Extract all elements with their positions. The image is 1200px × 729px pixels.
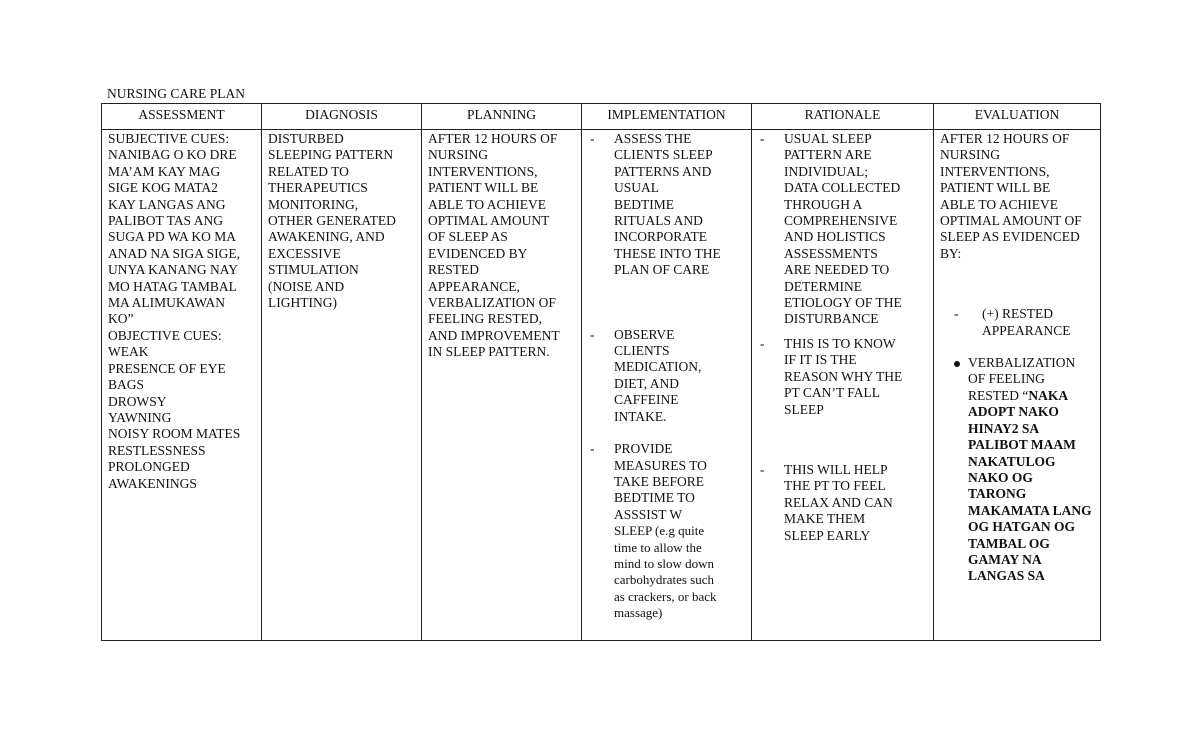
evaluation-quote-line: NAKO OG	[968, 469, 1033, 485]
diagnosis-cell	[262, 130, 422, 641]
planning-line: ABLE TO ACHIEVE	[428, 196, 546, 212]
evaluation-line: BY:	[940, 245, 962, 261]
planning-line: NURSING	[428, 147, 489, 163]
implementation-item-provide	[588, 441, 745, 621]
rationale-line: DISTURBANCE	[784, 311, 879, 327]
evaluation-quote-bold: NAKA	[1028, 387, 1069, 403]
implementation-line: DIET, AND	[614, 375, 679, 391]
implementation-line: MEDICATION,	[614, 359, 702, 375]
diagnosis-line: OTHER GENERATED	[268, 213, 396, 229]
implementation-line: RITUALS AND	[614, 213, 703, 229]
implementation-item-observe	[588, 327, 745, 425]
evaluation-line: PATIENT WILL BE	[940, 180, 1051, 196]
implementation-line: MEASURES TO	[614, 457, 707, 473]
nursing-care-plan-table	[101, 103, 1101, 641]
column-header-implementation: IMPLEMENTATION	[582, 104, 752, 130]
implementation-line: as crackers, or back	[614, 588, 717, 604]
assessment-line: AWAKENINGS	[108, 475, 197, 491]
implementation-line: SLEEP (e.g quite	[614, 523, 705, 539]
evaluation-quote-line: HINAY2 SA	[968, 420, 1040, 436]
evaluation-line: (+) RESTED	[982, 306, 1053, 322]
rationale-line: ARE NEEDED TO	[784, 262, 890, 278]
assessment-line: ANAD NA SIGA SIGE,	[108, 245, 241, 261]
rationale-line: SLEEP EARLY	[784, 527, 871, 543]
rationale-line: AND HOLISTICS	[784, 229, 886, 245]
column-header-rationale: RATIONALE	[752, 104, 934, 130]
evaluation-quote-line: OG HATGAN OG	[968, 519, 1076, 535]
rationale-line: COMPREHENSIVE	[784, 213, 898, 229]
planning-line: OPTIMAL AMOUNT	[428, 213, 550, 229]
dash-bullet: -	[954, 306, 959, 322]
diagnosis-line: EXCESSIVE	[268, 245, 341, 261]
evaluation-quote-line: GAMAY NA	[968, 551, 1042, 567]
implementation-line: ASSSIST W	[614, 506, 683, 522]
assessment-line: PROLONGED	[108, 459, 190, 475]
assessment-line: OBJECTIVE CUES:	[108, 327, 222, 343]
rationale-line: INDIVIDUAL;	[784, 163, 868, 179]
assessment-line: UNYA KANANG NAY	[108, 262, 239, 278]
diagnosis-line: MONITORING,	[268, 196, 359, 212]
implementation-line: time to allow the	[614, 539, 702, 555]
diagnosis-line: LIGHTING)	[268, 295, 337, 311]
assessment-line: PRESENCE OF EYE	[108, 360, 226, 376]
implementation-line: INTAKE.	[614, 408, 667, 424]
diagnosis-line: THERAPEUTICS	[268, 180, 368, 196]
planning-line: OF SLEEP AS	[428, 229, 508, 245]
column-header-assessment: ASSESSMENT	[102, 104, 262, 130]
implementation-line: ASSESS THE	[614, 131, 692, 146]
column-header-diagnosis: DIAGNOSIS	[262, 104, 422, 130]
evaluation-line: VERBALIZATION	[968, 355, 1076, 371]
implementation-cell	[582, 130, 752, 641]
column-header-evaluation: EVALUATION	[934, 104, 1101, 130]
evaluation-line	[968, 388, 1094, 404]
diagnosis-line: DISTURBED	[268, 131, 344, 146]
evaluation-quote-line: ADOPT NAKO	[968, 404, 1059, 420]
assessment-line: SUBJECTIVE CUES:	[108, 131, 230, 146]
assessment-line: DROWSY	[108, 393, 167, 409]
implementation-line: CLIENTS SLEEP	[614, 147, 713, 163]
rationale-item-help-relax	[758, 462, 927, 544]
rationale-cell	[752, 130, 934, 641]
rationale-line: THIS WILL HELP	[784, 461, 888, 477]
diagnosis-line: STIMULATION	[268, 262, 359, 278]
rationale-line: SLEEP	[784, 401, 824, 417]
implementation-line: BEDTIME TO	[614, 490, 695, 506]
implementation-line: THESE INTO THE	[614, 245, 721, 261]
implementation-line: BEDTIME	[614, 196, 674, 212]
evaluation-line: INTERVENTIONS,	[940, 163, 1050, 179]
assessment-line: YAWNING	[108, 409, 172, 425]
diagnosis-line: SLEEPING PATTERN	[268, 147, 394, 163]
rationale-line: THE PT TO FEEL	[784, 478, 886, 494]
document-title: NURSING CARE PLAN	[107, 86, 246, 101]
table-row	[102, 130, 1101, 641]
assessment-line: SIGE KOG MATA2	[108, 180, 218, 196]
assessment-line: KAY LANGAS ANG	[108, 196, 226, 212]
evaluation-item-verbalization	[940, 355, 1094, 585]
planning-line: IN SLEEP PATTERN.	[428, 344, 550, 360]
evaluation-cell	[934, 130, 1101, 641]
table-header-row	[102, 104, 1101, 130]
evaluation-line: OF FEELING	[968, 371, 1045, 387]
planning-line: FEELING RESTED,	[428, 311, 542, 327]
rationale-item-know-reason	[758, 336, 927, 418]
rationale-line: PT CAN’T FALL	[784, 385, 881, 401]
diagnosis-line: RELATED TO	[268, 163, 349, 179]
rationale-line: ASSESSMENTS	[784, 245, 878, 261]
evaluation-quote-line: TARONG	[968, 486, 1027, 502]
implementation-line: TAKE BEFORE	[614, 473, 705, 489]
planning-line: VERBALIZATION OF	[428, 295, 556, 311]
evaluation-quote-line: MAKAMATA LANG	[968, 502, 1092, 518]
implementation-line: mind to slow down	[614, 555, 715, 571]
rationale-line: REASON WHY THE	[784, 368, 903, 384]
planning-line: AFTER 12 HOURS OF	[428, 131, 558, 146]
evaluation-quote-line: TAMBAL OG	[968, 535, 1050, 551]
dash-bullet: -	[590, 131, 595, 146]
implementation-line: PROVIDE	[614, 441, 673, 457]
assessment-line: BAGS	[108, 377, 145, 393]
assessment-cell	[102, 130, 262, 641]
rationale-line: RELAX AND CAN	[784, 494, 893, 510]
assessment-line: SUGA PD WA KO MA	[108, 229, 237, 245]
dash-bullet: -	[590, 441, 595, 457]
assessment-line: NOISY ROOM MATES	[108, 426, 241, 442]
planning-line: APPEARANCE,	[428, 278, 520, 294]
evaluation-line: SLEEP AS EVIDENCED	[940, 229, 1080, 245]
rationale-line: THROUGH A	[784, 196, 863, 212]
assessment-line: RESTLESSNESS	[108, 442, 206, 458]
evaluation-line: NURSING	[940, 147, 1001, 163]
rationale-line: MAKE THEM	[784, 511, 866, 527]
rationale-line: DATA COLLECTED	[784, 180, 901, 196]
rationale-item-usual-sleep	[758, 131, 927, 328]
evaluation-quote-prefix: RESTED “	[968, 387, 1029, 403]
dash-bullet: -	[590, 326, 595, 342]
rationale-line: THIS IS TO KNOW	[784, 335, 896, 351]
assessment-line: MA’AM KAY MAG	[108, 163, 221, 179]
implementation-line: PATTERNS AND	[614, 163, 712, 179]
assessment-line: KO”	[108, 311, 134, 327]
implementation-item-assess	[588, 131, 745, 279]
dash-bullet: -	[760, 335, 765, 351]
planning-line: RESTED	[428, 262, 480, 278]
evaluation-line: AFTER 12 HOURS OF	[940, 131, 1070, 146]
implementation-line: PLAN OF CARE	[614, 262, 710, 278]
implementation-line: CLIENTS	[614, 343, 670, 359]
rationale-line: IF IT IS THE	[784, 352, 857, 368]
planning-cell	[422, 130, 582, 641]
assessment-line: MO HATAG TAMBAL	[108, 278, 237, 294]
implementation-line: carbohydrates such	[614, 572, 714, 588]
planning-line: EVIDENCED BY	[428, 245, 528, 261]
evaluation-quote-line: NAKATULOG	[968, 453, 1056, 469]
assessment-line: WEAK	[108, 344, 149, 360]
evaluation-item-rested-appearance	[940, 306, 1094, 339]
diagnosis-line: (NOISE AND	[268, 278, 345, 294]
assessment-line: MA ALIMUKAWAN	[108, 295, 226, 311]
implementation-line: massage)	[614, 605, 663, 621]
implementation-line: INCORPORATE	[614, 229, 708, 245]
implementation-line: OBSERVE	[614, 326, 675, 342]
rationale-line: PATTERN ARE	[784, 147, 872, 163]
diagnosis-line: AWAKENING, AND	[268, 229, 385, 245]
implementation-line: CAFFEINE	[614, 392, 679, 408]
rationale-line: USUAL SLEEP	[784, 131, 872, 146]
evaluation-quote-line: LANGAS SA	[968, 568, 1045, 584]
bullet-dot-icon	[954, 361, 960, 367]
evaluation-quote-line: PALIBOT MAAM	[968, 437, 1076, 453]
planning-line: PATIENT WILL BE	[428, 180, 539, 196]
rationale-line: DETERMINE	[784, 278, 862, 294]
assessment-line: PALIBOT TAS ANG	[108, 213, 223, 229]
implementation-line: USUAL	[614, 180, 660, 196]
column-header-planning: PLANNING	[422, 104, 582, 130]
evaluation-line: APPEARANCE	[982, 322, 1071, 338]
planning-line: INTERVENTIONS,	[428, 163, 538, 179]
evaluation-line: OPTIMAL AMOUNT OF	[940, 213, 1082, 229]
dash-bullet: -	[760, 131, 765, 146]
planning-line: AND IMPROVEMENT	[428, 327, 560, 343]
rationale-line: ETIOLOGY OF THE	[784, 295, 902, 311]
dash-bullet: -	[760, 461, 765, 477]
assessment-line: NANIBAG O KO DRE	[108, 147, 237, 163]
evaluation-line: ABLE TO ACHIEVE	[940, 196, 1058, 212]
